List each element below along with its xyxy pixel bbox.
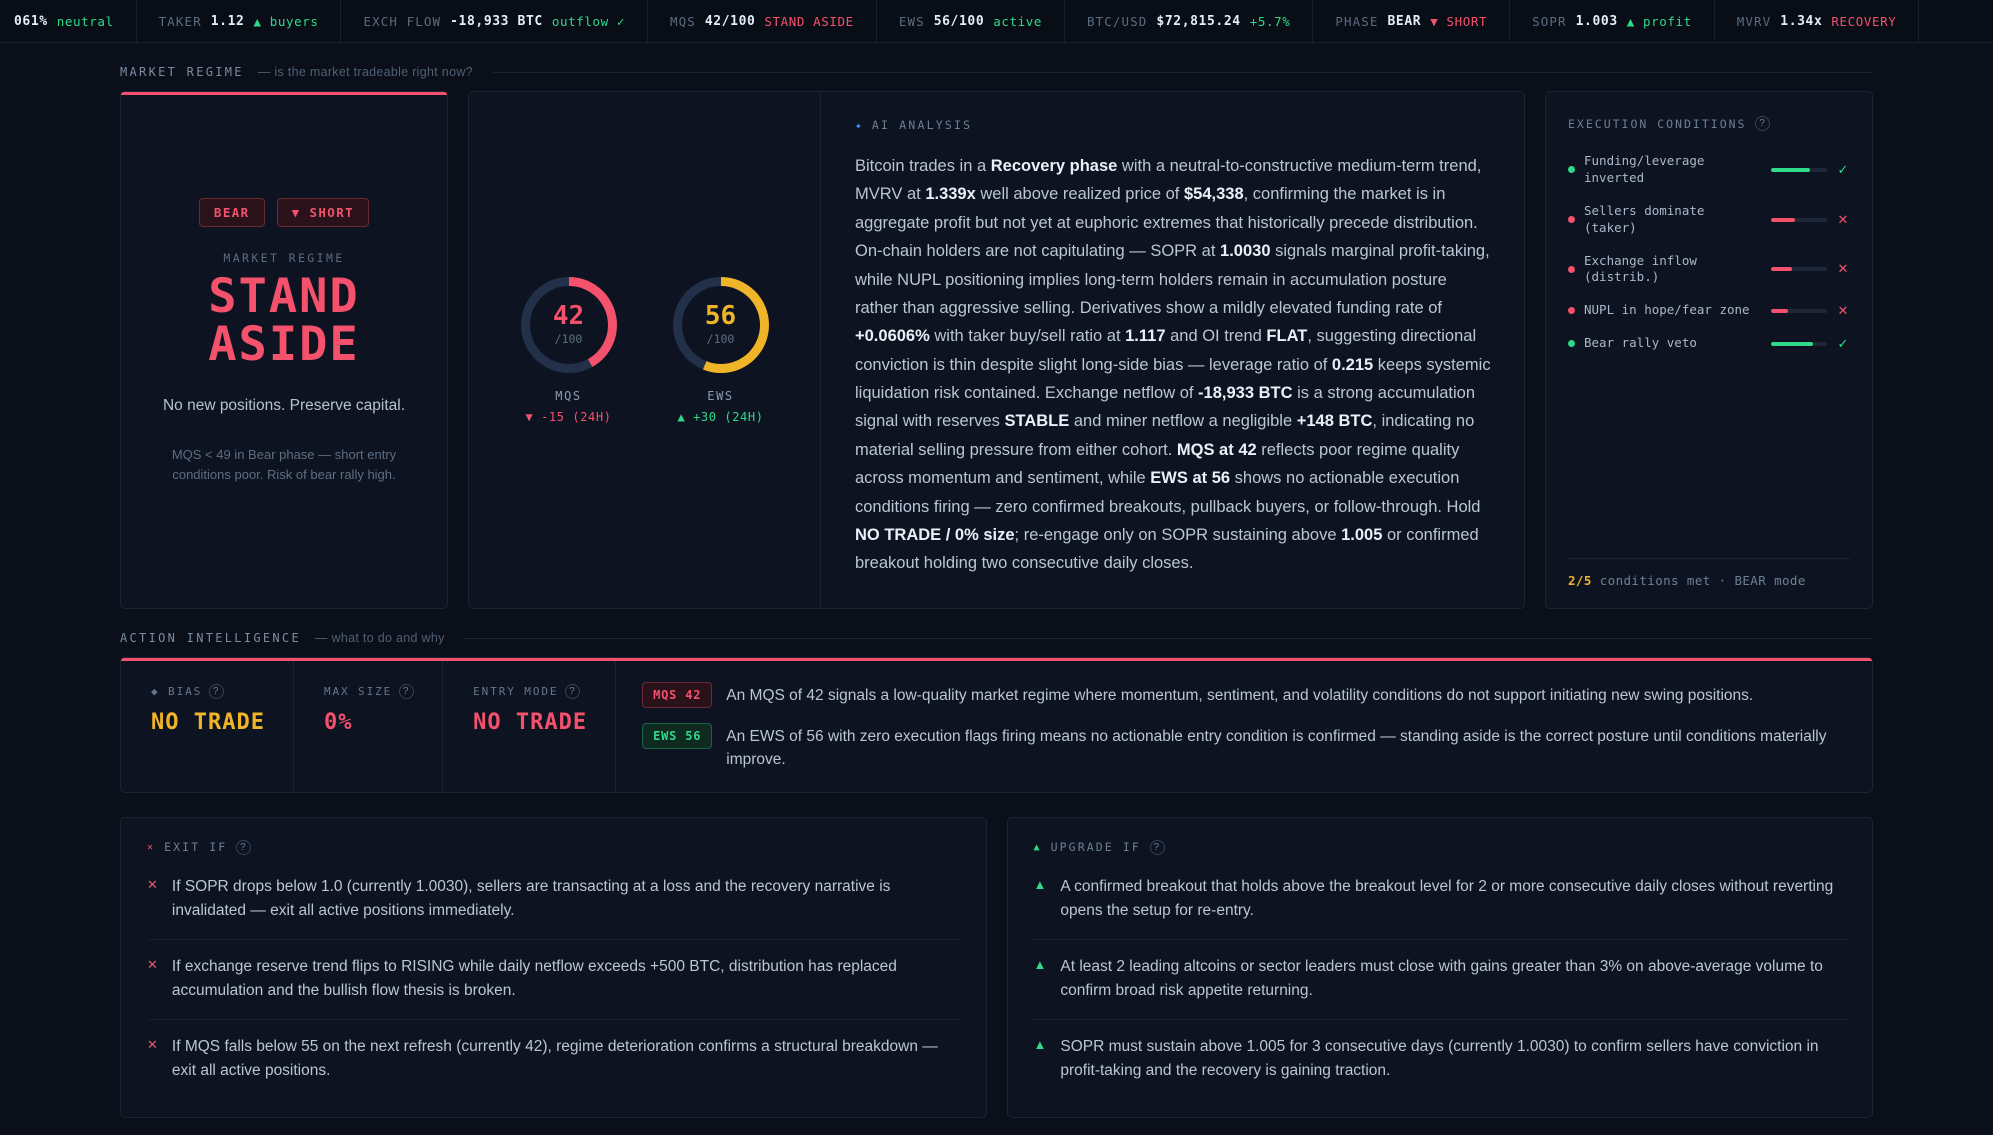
condition-row (1568, 335, 1850, 352)
ticker-item (341, 0, 647, 42)
gauge-denominator: /100 (706, 332, 735, 346)
status-dot (1568, 307, 1575, 314)
gauge-ring (521, 277, 617, 373)
condition-row (1568, 153, 1850, 187)
action-stat-label: MAX SIZE ? (324, 684, 414, 699)
action-stats (121, 658, 616, 792)
condition-bar (1771, 267, 1827, 271)
action-stat-label: ENTRY MODE ? (473, 684, 587, 699)
list-item-text: If exchange reserve trend flips to RISING while daily netflow exceeds +500 BTC, distribution has replaced accumulation and the bullish flow thesis is broken. (171, 957, 897, 999)
reason-text: An MQS of 42 signals a low-quality market regime where momentum, sentiment, and volatility conditions do not support initiating new swing positions. (726, 687, 1754, 704)
gauge-delta: ▲ +30 (24H) (677, 409, 764, 424)
execution-conditions-header (1568, 116, 1850, 131)
score-tag: EWS 56 (642, 723, 712, 749)
ticker-value: 42/100 (704, 13, 756, 29)
ticker-item (877, 0, 1065, 42)
ticker-value: 1.34x (1780, 13, 1823, 29)
score-tag: MQS 42 (642, 682, 712, 708)
list-item-text: A confirmed breakout that holds above the breakout level for 2 or more consecutive daily closes without reverting opens the setup for re-entry. (1060, 877, 1834, 919)
gauge-ring (673, 277, 769, 373)
ticker-value: 1.12 (210, 13, 245, 29)
triangle-up-icon: ▲ (1033, 876, 1047, 892)
upgrade-if-list (1034, 871, 1847, 1099)
ticker-value: -18,933 BTC (450, 13, 543, 29)
exit-if-title: EXIT IF (164, 840, 228, 854)
gauge-value: 42 (552, 301, 585, 331)
list-item-text: At least 2 leading altcoins or sector leaders must close with gains greater than 3% on above-average volume to confirm broad risk appetite returning. (1060, 957, 1823, 999)
status-dot (1568, 166, 1575, 173)
list-item-text: If MQS falls below 55 on the next refresh (currently 42), regime deterioration confirms a structural breakdown — exit all active positions. (171, 1037, 938, 1079)
ticker-value: BEAR (1387, 13, 1422, 29)
conditions-met-footer (1568, 558, 1850, 588)
conditions-row (0, 817, 1993, 1118)
gauge-delta: ▼ -15 (24H) (525, 409, 612, 424)
market-regime-row (0, 91, 1993, 609)
section-title: ACTION INTELLIGENCE (120, 631, 301, 645)
ticker-item (1715, 0, 1920, 42)
help-icon[interactable]: ? (399, 684, 414, 699)
analysis-card (468, 91, 1525, 609)
ticker-sub: outflow ✓ (551, 13, 625, 29)
execution-conditions-card (1545, 91, 1873, 609)
upgrade-if-item (1034, 1019, 1847, 1099)
regime-caption: MARKET REGIME (223, 251, 345, 265)
cross-icon: ✕ (147, 841, 156, 853)
condition-bar (1771, 342, 1827, 346)
upgrade-if-title: UPGRADE IF (1050, 840, 1141, 854)
ticker-item (0, 0, 137, 42)
ticker-item (1510, 0, 1715, 42)
condition-label: Bear rally veto (1584, 335, 1697, 351)
triangle-up-icon: ▲ (1033, 1036, 1047, 1052)
ticker-value: 061% (14, 13, 48, 29)
action-stat (294, 658, 443, 792)
help-icon[interactable]: ? (565, 684, 580, 699)
action-stat-value: 0% (323, 710, 353, 735)
action-reasons (616, 658, 1872, 792)
condition-mark-icon: ✕ (1837, 211, 1849, 227)
ticker-label: MQS (669, 13, 696, 29)
cross-icon: ✕ (147, 956, 158, 972)
ai-analysis-header (855, 118, 1494, 132)
ticker-label: BTC/USD (1087, 13, 1148, 29)
ticker-label: SOPR (1532, 13, 1567, 29)
condition-label: Funding/leverage inverted (1584, 153, 1705, 185)
condition-row (1568, 302, 1850, 319)
triangle-up-icon: ▲ (1033, 841, 1042, 853)
divider (493, 72, 1873, 73)
help-icon[interactable]: ? (1755, 116, 1770, 131)
help-icon[interactable]: ? (1150, 840, 1165, 855)
conditions-met-text: conditions met · BEAR mode (1599, 573, 1806, 588)
list-item-text: If SOPR drops below 1.0 (currently 1.0030), sellers are transacting at a loss and the recovery narrative is invalidated — exit all active positions immediately. (171, 877, 891, 919)
regime-headline (208, 269, 360, 372)
condition-bar (1771, 168, 1827, 172)
condition-label: NUPL in hope/fear zone (1584, 302, 1750, 318)
score-gauges (469, 92, 821, 608)
gauge-ews (645, 277, 797, 424)
section-subtitle: — is the market tradeable right now? (257, 65, 473, 79)
exit-if-item (147, 1019, 960, 1099)
condition-mark-icon: ✓ (1837, 161, 1849, 177)
gauge-denominator: /100 (554, 332, 583, 346)
list-item-text: SOPR must sustain above 1.005 for 3 consecutive days (currently 1.0030) to confirm sellers have conviction in profit-taking and the recovery is gaining traction. (1060, 1037, 1819, 1079)
condition-row (1568, 253, 1850, 287)
ai-analysis-title: AI ANALYSIS (871, 118, 973, 132)
triangle-up-icon: ▲ (1033, 956, 1047, 972)
condition-mark-icon: ✕ (1837, 261, 1849, 277)
upgrade-if-header (1034, 840, 1847, 855)
ticker-sub: neutral (56, 13, 114, 29)
ticker-item (1065, 0, 1313, 42)
upgrade-if-item (1034, 939, 1847, 1019)
condition-label: Exchange inflow (distrib.) (1584, 252, 1697, 285)
cross-icon: ✕ (147, 876, 158, 892)
ticker-label: TAKER (158, 13, 202, 29)
ticker-sub: ▲ buyers (253, 13, 319, 29)
ticker-item (648, 0, 877, 42)
ticker-item (1313, 0, 1510, 42)
section-header-market-regime (0, 65, 1993, 79)
condition-mark-icon: ✓ (1837, 335, 1849, 351)
action-stat-value: NO TRADE (151, 710, 265, 735)
bias-pill: ▼ SHORT (277, 198, 369, 227)
divider (465, 638, 1873, 639)
ticker-sub: ▲ profit (1626, 13, 1692, 29)
gauge-label: EWS (707, 388, 734, 403)
upgrade-if-item (1034, 871, 1847, 939)
reason-text: An EWS of 56 with zero execution flags firing means no actionable entry condition is confirmed — standing aside is the correct posture until conditions materially improve. (726, 728, 1827, 769)
exit-if-list (147, 871, 960, 1099)
ticker-item (137, 0, 342, 42)
exit-if-card (120, 817, 987, 1118)
regime-headline-line2: ASIDE (208, 316, 360, 372)
market-regime-card (120, 91, 448, 609)
ticker-label: EXCH FLOW (363, 13, 442, 29)
cross-icon: ✕ (147, 1036, 158, 1052)
regime-pills (199, 198, 369, 227)
exit-if-item (147, 871, 960, 939)
help-icon[interactable]: ? (209, 684, 224, 699)
ticker-sub: STAND ASIDE (764, 13, 854, 29)
condition-mark-icon: ✕ (1837, 302, 1849, 318)
execution-conditions-title: EXECUTION CONDITIONS (1568, 116, 1747, 131)
gauge-mqs (493, 277, 645, 424)
condition-list (1568, 153, 1850, 368)
action-intelligence-bar (120, 657, 1873, 793)
ai-analysis-panel (821, 92, 1524, 608)
help-icon[interactable]: ? (236, 840, 251, 855)
action-stat (443, 658, 616, 792)
condition-label: Sellers dominate (taker) (1584, 202, 1705, 235)
phase-pill: BEAR (199, 198, 265, 227)
ticker-value: 56/100 (933, 13, 985, 29)
ticker-value: 1.003 (1575, 13, 1618, 29)
top-ticker-bar (0, 0, 1993, 43)
ticker-sub: RECOVERY (1831, 13, 1897, 29)
conditions-met-count: 2/5 (1568, 573, 1592, 588)
regime-description: No new positions. Preserve capital. (162, 396, 406, 414)
action-stat-value: NO TRADE (473, 710, 588, 735)
regime-headline-line1: STAND (208, 269, 360, 324)
section-header-action-intelligence (0, 631, 1993, 645)
action-reason (642, 682, 1842, 708)
status-dot (1568, 266, 1575, 273)
action-stat (121, 658, 294, 792)
regime-note: MQS < 49 in Bear phase — short entry conditions poor. Risk of bear rally high. (171, 446, 397, 483)
sparkle-icon: ✦ (855, 118, 864, 132)
ticker-sub: ▼ SHORT (1430, 13, 1488, 29)
ticker-label: PHASE (1335, 13, 1379, 29)
section-title: MARKET REGIME (120, 65, 244, 79)
exit-if-header (147, 840, 960, 855)
ticker-sub: +5.7% (1249, 13, 1291, 29)
condition-bar (1771, 309, 1827, 313)
ticker-label: EWS (898, 13, 925, 29)
ticker-sub: active (993, 13, 1043, 29)
status-dot (1568, 216, 1575, 223)
status-dot (1568, 340, 1575, 347)
exit-if-item (147, 939, 960, 1019)
condition-row (1568, 203, 1850, 237)
upgrade-if-card (1007, 817, 1874, 1118)
ticker-value: $72,815.24 (1156, 13, 1241, 29)
action-reason (642, 723, 1842, 772)
ai-analysis-body: Bitcoin trades in a Recovery phase with a neutral-to-constructive medium-term trend, MVRV at 1.339x well above realized price of $54,338, confirming the market is in aggregate profit but not yet at euphoric extremes that historically precede distribution. On-chain holders are not capitulating — SOPR at 1.0030 signals marginal profit-taking, while NUPL positioning implies long-term holders remain in accumulation posture rather than aggressive selling. Derivatives show a mildly elevated funding rate of +0.0606% with taker buy/sell ratio at 1.117 and OI trend FLAT, suggesting directional conviction is thin despite slight long-side bias — leverage ratio of 0.215 keeps systemic liquidation risk contained. Exchange netflow of -18,933 BTC is a strong accumulation signal with reserves STABLE and miner netflow a negligible +148 BTC, indicating no material selling pressure from either cohort. MQS at 42 reflects poor regime quality across momentum and sentiment, while EWS at 56 shows no actionable execution conditions firing — zero confirmed breakouts, pullback buyers, or follow-through. Hold NO TRADE / 0% size; re-engage only on SOPR sustaining above 1.005 or confirmed breakout holding two consecutive daily closes. (855, 157, 1491, 573)
action-stat-label: ◆ BIAS ? (151, 684, 265, 699)
gauge-value: 56 (704, 301, 737, 331)
ticker-label: MVRV (1736, 13, 1772, 29)
gauge-label: MQS (555, 388, 582, 403)
section-subtitle: — what to do and why (314, 631, 445, 645)
condition-bar (1771, 218, 1827, 222)
